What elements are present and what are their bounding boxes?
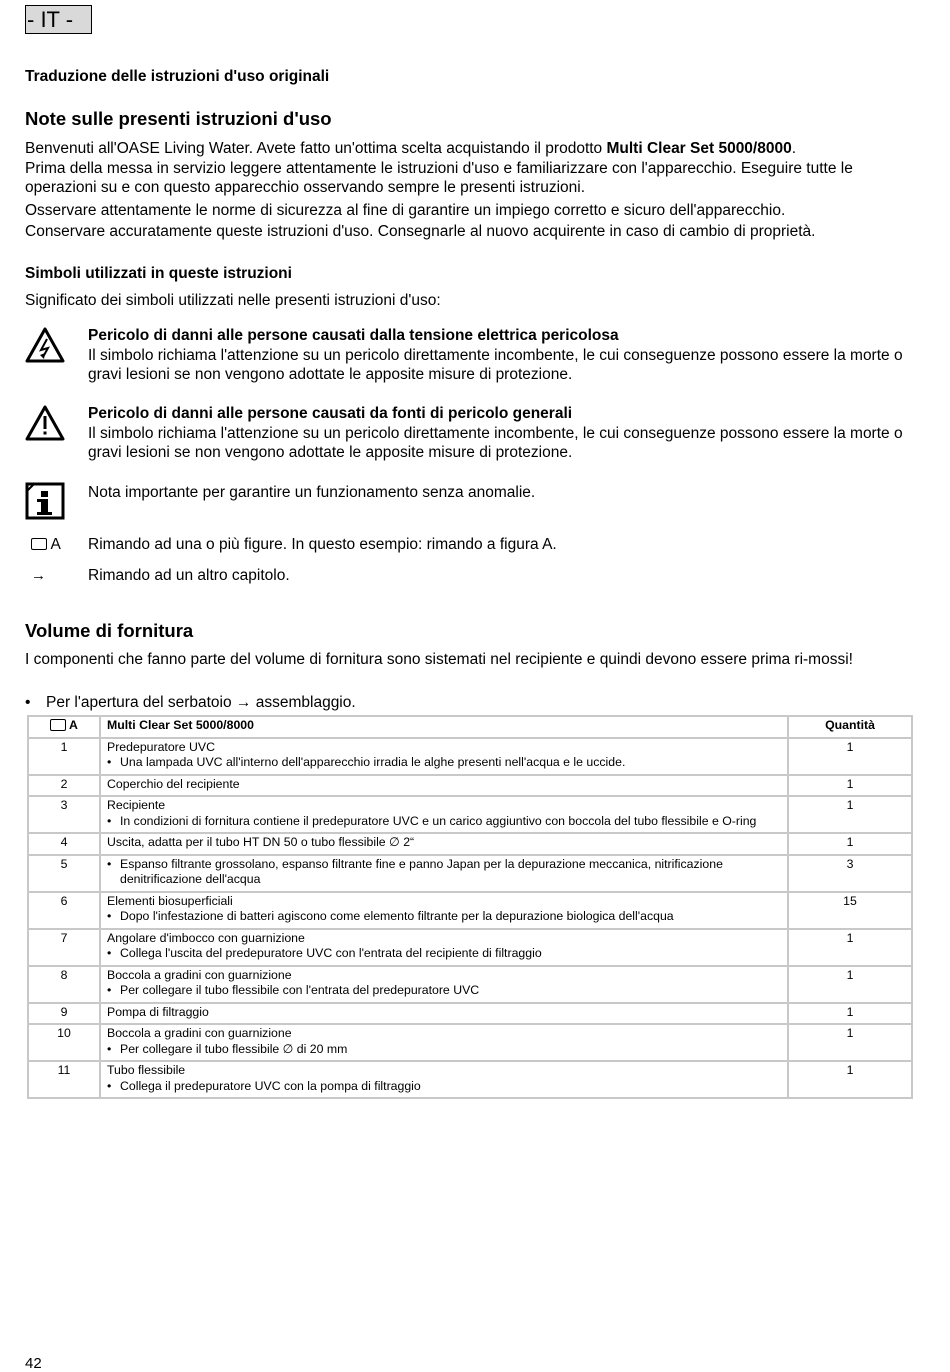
item-number: 2 <box>28 775 100 797</box>
table-row <box>28 892 912 929</box>
arrow-right-icon: → <box>31 567 46 584</box>
item-description-cell <box>100 929 788 966</box>
symbol-chapter-text: Rimando ad un altro capitolo. <box>88 567 290 584</box>
item-description-cell <box>100 892 788 929</box>
item-name: Tubo flessibile <box>107 1063 186 1077</box>
item-quantity: 1 <box>788 833 912 855</box>
electric-hazard-icon <box>25 326 65 369</box>
table-row <box>28 1061 912 1098</box>
item-description-cell <box>100 796 788 833</box>
item-description-cell <box>100 966 788 1003</box>
item-name: Recipiente <box>107 798 166 812</box>
notes-paragraph-safety: Osservare attentamente le norme di sicurezza al fine di garantire un impiego corretto e sicuro dell'apparecchio. <box>25 201 786 219</box>
item-description-cell <box>100 1003 788 1025</box>
item-quantity: 1 <box>788 738 912 775</box>
item-quantity: 1 <box>788 1061 912 1098</box>
table-row <box>28 966 912 1003</box>
table-row <box>28 775 912 797</box>
section-heading-notes: Note sulle presenti istruzioni d'uso <box>25 108 332 129</box>
symbol-general-title: Pericolo di danni alle persone causati da fonti di pericolo generali <box>88 405 573 422</box>
product-name: Multi Clear Set 5000/8000 <box>606 140 792 157</box>
item-quantity: 15 <box>788 892 912 929</box>
item-name: Boccola a gradini con guarnizione <box>107 967 292 982</box>
supply-table-header <box>28 716 912 738</box>
info-note-icon <box>25 482 65 525</box>
item-detail: • In condizioni di fornitura contiene il predepuratore UVC e un carico aggiuntivo con boccola del tubo flessibile e O-ring <box>107 813 757 828</box>
notes-paragraphs <box>25 139 915 242</box>
item-number: 10 <box>28 1024 100 1061</box>
item-number: 6 <box>28 892 100 929</box>
item-quantity: 1 <box>788 929 912 966</box>
table-row <box>28 929 912 966</box>
page-number: 42 <box>25 1355 42 1372</box>
symbol-chapter-row <box>25 566 915 586</box>
item-name: Predepuratore UVC <box>107 739 215 754</box>
table-row <box>28 1003 912 1025</box>
language-tag: - IT - <box>25 5 92 34</box>
item-description-cell <box>100 855 788 892</box>
item-name: Pompa di filtraggio <box>107 1004 209 1019</box>
col-product-header: Multi Clear Set 5000/8000 <box>100 716 788 738</box>
item-detail: • Collega l'uscita del predepuratore UVC con l'entrata del recipiente di filtraggio <box>107 946 542 960</box>
item-name: Uscita, adatta per il tubo HT DN 50 o tubo flessibile ∅ 2“ <box>107 835 415 849</box>
item-quantity: 1 <box>788 966 912 1003</box>
item-number: 3 <box>28 796 100 833</box>
item-quantity: 1 <box>788 1024 912 1061</box>
item-description-cell <box>100 1024 788 1061</box>
figure-ref-icon <box>50 719 66 731</box>
symbol-electric-text: Il simbolo richiama l'attenzione su un pericolo direttamente incombente, le cui conseguenze possono essere la morte o gravi lesioni se non vengono adottate le apposite misure di protezione. <box>88 346 903 383</box>
item-name: Coperchio del recipiente <box>107 776 240 791</box>
item-detail: • Espanso filtrante grossolano, espanso filtrante fine e panno Japan per la depurazione meccanica, nitrificazione denitrificazione dell'acqua <box>107 856 723 886</box>
item-number: 11 <box>28 1061 100 1098</box>
section-heading-symbols: Simboli utilizzati in queste istruzioni <box>25 265 292 282</box>
supply-bullet: • Per l'apertura del serbatoio → assemblaggio. <box>25 694 356 711</box>
symbol-note-text: Nota importante per garantire un funzionamento senza anomalie. <box>88 484 536 501</box>
item-number: 5 <box>28 855 100 892</box>
symbol-figure-row <box>25 535 915 555</box>
item-number: 1 <box>28 738 100 775</box>
figure-ref-icon: A <box>31 536 61 554</box>
item-number: 8 <box>28 966 100 1003</box>
item-quantity: 3 <box>788 855 912 892</box>
general-warning-icon <box>25 404 65 447</box>
item-quantity: 1 <box>788 1003 912 1025</box>
notes-paragraph-keep: Conservare accuratamente queste istruzioni d'uso. Consegnarle al nuovo acquirente in caso di cambio di proprietà. <box>25 223 816 240</box>
table-row <box>28 1024 912 1061</box>
symbol-general-row <box>25 404 915 464</box>
item-detail: • Per collegare il tubo flessibile ∅ di 20 mm <box>107 1041 348 1056</box>
item-number: 4 <box>28 833 100 855</box>
notes-paragraph-read: Prima della messa in servizio leggere attentamente le istruzioni d'uso e familiarizzare con l'apparecchio. Eseguire tutte le operazioni su e con questo apparecchio osservando sempre le presenti istruzioni. <box>25 159 853 196</box>
item-description-cell <box>100 1061 788 1098</box>
document-subtitle: Traduzione delle istruzioni d'uso originali <box>25 68 330 85</box>
item-detail: • Collega il predepuratore UVC con la pompa di filtraggio <box>107 1078 421 1093</box>
item-description-cell <box>100 833 788 855</box>
notes-paragraph-welcome: Benvenuti all'OASE Living Water. Avete fatto un'ottima scelta acquistando il prodotto Multi Clear Set 5000/8000. <box>25 140 797 157</box>
symbol-figure-text: Rimando ad una o più figure. In questo esempio: rimando a figura A. <box>88 536 557 553</box>
col-quantity-header: Quantità <box>788 716 912 738</box>
item-quantity: 1 <box>788 796 912 833</box>
item-detail: • Dopo l'infestazione di batteri agiscono come elemento filtrante per la depurazione biologica dell'acqua <box>107 909 674 923</box>
item-quantity: 1 <box>788 775 912 797</box>
symbols-intro: Significato dei simboli utilizzati nelle presenti istruzioni d'uso: <box>25 292 441 309</box>
item-detail: • Una lampada UVC all'interno dell'apparecchio irradia le alghe presenti nell'acqua e le uccide. <box>107 755 626 769</box>
item-number: 9 <box>28 1003 100 1025</box>
item-description-cell <box>100 775 788 797</box>
col-figure-header: A <box>28 716 100 738</box>
item-name: Elementi biosuperficiali <box>107 893 233 908</box>
symbol-electric-row <box>25 326 915 386</box>
item-name: Boccola a gradini con guarnizione <box>107 1026 292 1040</box>
symbol-general-text: Il simbolo richiama l'attenzione su un pericolo direttamente incombente, le cui conseguenze possono essere la morte o gravi lesioni se non vengono adottate le apposite misure di protezione. <box>88 424 903 461</box>
section-heading-supply: Volume di fornitura <box>25 620 194 641</box>
table-row <box>28 855 912 892</box>
supply-intro: I componenti che fanno parte del volume di fornitura sono sistemati nel recipiente e quindi devono essere prima ri-mossi! <box>25 651 853 668</box>
table-row <box>28 833 912 855</box>
item-detail: • Per collegare il tubo flessibile con l'entrata del predepuratore UVC <box>107 983 480 997</box>
item-name: Angolare d'imbocco con guarnizione <box>107 930 305 945</box>
table-row <box>28 738 912 775</box>
item-number: 7 <box>28 929 100 966</box>
symbol-note-row <box>25 482 915 522</box>
table-row <box>28 796 912 833</box>
item-description-cell <box>100 738 788 775</box>
supply-table <box>27 715 913 1099</box>
symbol-electric-title: Pericolo di danni alle persone causati dalla tensione elettrica pericolosa <box>88 327 619 344</box>
